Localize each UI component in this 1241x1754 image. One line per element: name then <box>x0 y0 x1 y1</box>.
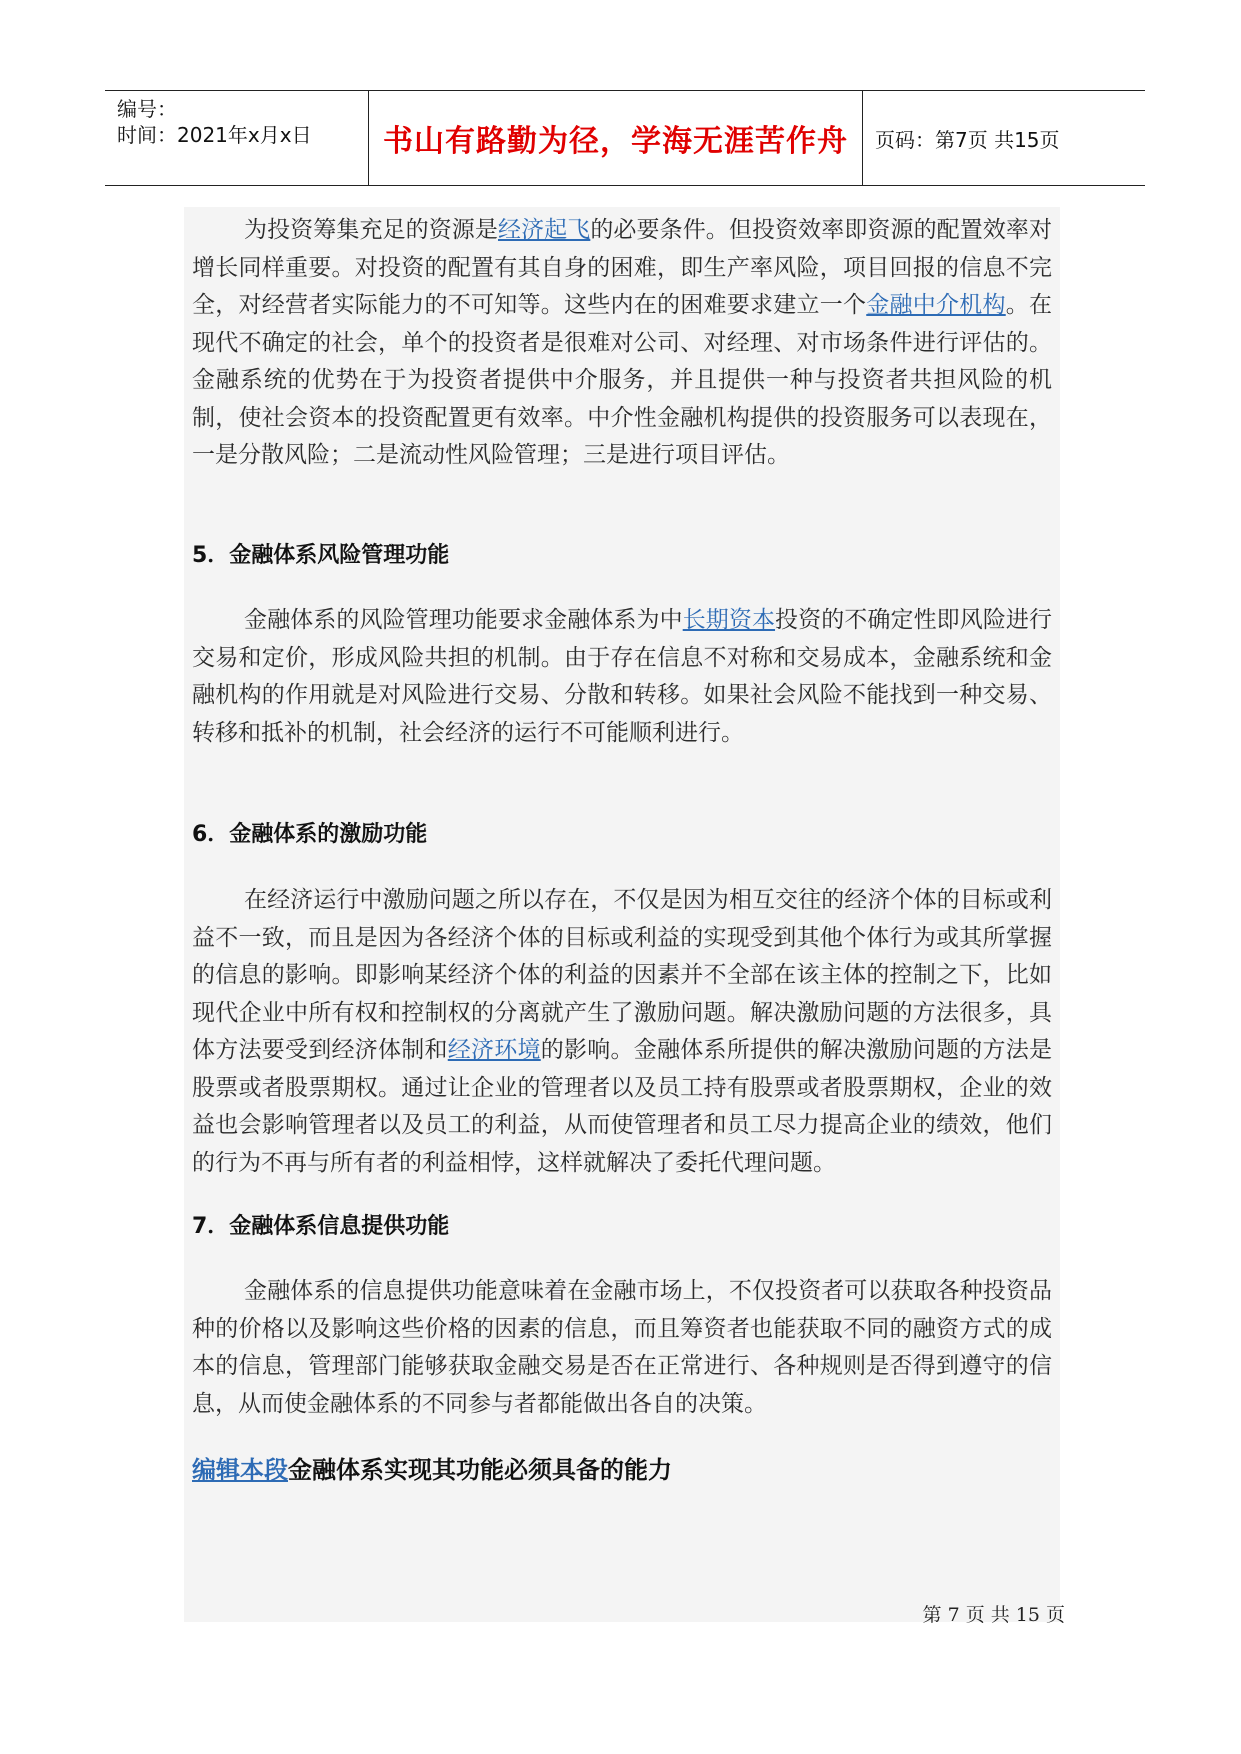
link-economic-takeoff[interactable]: 经济起飞 <box>497 217 591 243</box>
page-code: 页码：第7页 共15页 <box>875 127 1060 152</box>
paragraph-information: 金融体系的信息提供功能意味着在金融市场上，不仅投资者可以获取各种投资品种的价格以及影响这些价格的因素的信息，而且筹资者也能获取不同的融资方式的成本的信息，管理部门能够获取金融交易是否在正常进行、各种规则是否得到遵守的信息，从而使金融体系的不同参与者都能做出各自的决策。 <box>192 1278 1052 1417</box>
heading-incentive: 6．金融体系的激励功能 <box>192 822 428 847</box>
serial-number-label: 编号： <box>117 97 177 121</box>
edit-section-link[interactable]: 编辑本段 <box>192 1456 288 1484</box>
paragraph-incentive: 在经济运行中激励问题之所以存在，不仅是因为相互交往的经济个体的目标或利益不一致，而且是因为各经济个体的目标或利益的实现受到其他个体行为或其所掌握的信息的影响。即影响某经济个体的利益的因素并不全部在该主体的控制之下，比如现代企业中所有权和控制权的分离就产生了激励问题。解决激励问题的方法很多，具体方法要受到经济体制和经济环境的影响。金融体系所提供的解决激励问题的方法是股票或者股票期权。通过让企业的管理者以及员工持有股票或者股票期权，企业的效益也会影响管理者以及员工的利益，从而使管理者和员工尽力提高企业的绩效，他们的行为不再与所有者的利益相悖，这样就解决了委托代理问题。 <box>192 887 1052 1176</box>
paragraph-risk-management: 金融体系的风险管理功能要求金融体系为中长期资本投资的不确定性即风险进行交易和定价，形成风险共担的机制。由于存在信息不对称和交易成本，金融系统和金融机构的作用就是对风险进行交易、分散和转移。如果社会风险不能找到一种交易、转移和抵补的机制，社会经济的运行不可能顺利进行。 <box>192 607 1053 746</box>
article-content <box>184 207 1060 1622</box>
heading-information: 7．金融体系信息提供功能 <box>192 1214 450 1239</box>
section-title: 金融体系实现其功能必须具备的能力 <box>288 1456 672 1484</box>
paragraph-investment: 为投资筹集充足的资源是经济起飞的必要条件。但投资效率即资源的配置效率对增长同样重要。对投资的配置有其自身的困难，即生产率风险，项目回报的信息不完全，对经营者实际能力的不可知等。这些内在的困难要求建立一个金融中介机构。在现代不确定的社会，单个的投资者是很难对公司、对经理、对市场条件进行评估的。金融系统的优势在于为投资者提供中介服务，并且提供一种与投资者共担风险的机制，使社会资本的投资配置更有效率。中介性金融机构提供的投资服务可以表现在，一是分散风险；二是流动性风险管理；三是进行项目评估。 <box>192 217 1053 468</box>
header-info-cell <box>105 91 369 185</box>
date-label: 时间：2021年x月x日 <box>117 123 312 147</box>
header-motto-cell <box>369 91 863 185</box>
page-header <box>105 90 1145 186</box>
heading-risk-management: 5．金融体系风险管理功能 <box>192 543 450 568</box>
header-page-cell <box>863 91 1145 185</box>
link-long-term-capital[interactable]: 长期资本 <box>682 607 776 633</box>
page-footer: 第 7 页 共 15 页 <box>922 1604 1065 1626</box>
section-heading <box>192 1455 1052 1485</box>
link-economic-environment[interactable]: 经济环境 <box>447 1037 541 1063</box>
link-financial-intermediary[interactable]: 金融中介机构 <box>866 292 1006 318</box>
motto-text: 书山有路勤为径，学海无涯苦作舟 <box>383 124 848 159</box>
